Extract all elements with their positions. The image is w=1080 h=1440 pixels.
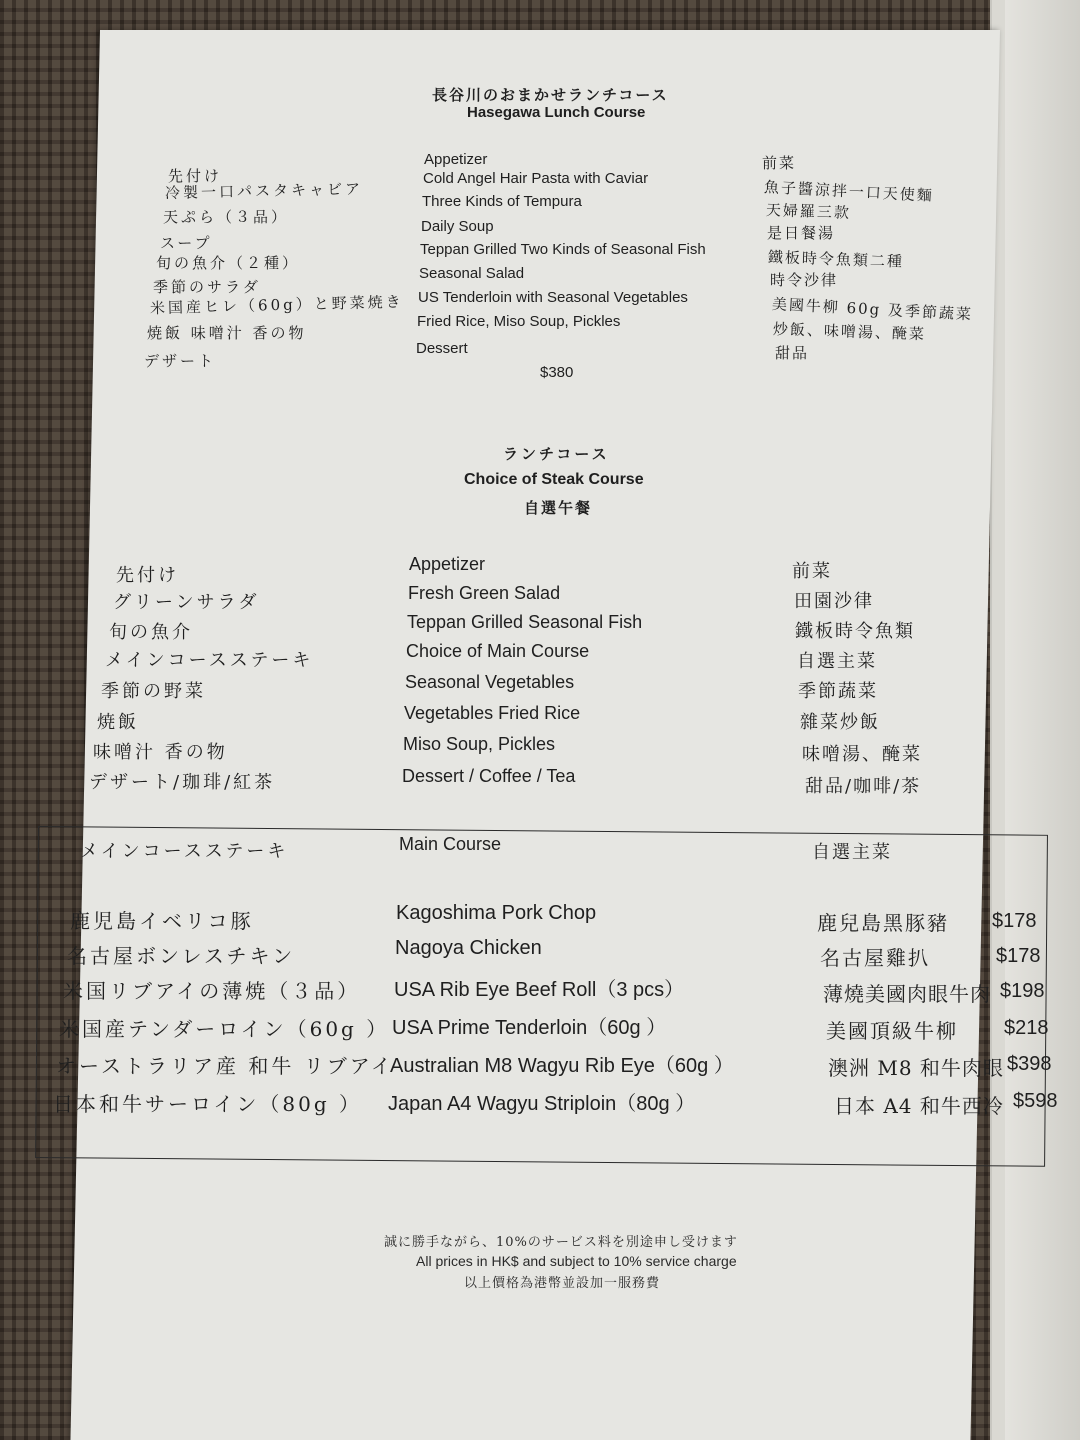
main-item-zh: 鹿兒島黑豚豬 xyxy=(817,911,949,935)
main-item-zh: 名古屋雞扒 xyxy=(820,946,930,970)
lunch-item-zh: 時令沙律 xyxy=(770,271,839,289)
main-item-price: $398 xyxy=(1007,1053,1052,1075)
lunch-item-en: Daily Soup xyxy=(421,218,494,235)
lunch-item-en: Teppan Grilled Two Kinds of Seasonal Fish xyxy=(420,241,706,258)
lunch-item-en: Three Kinds of Tempura xyxy=(422,193,582,210)
steak-item-jp: グリーンサラダ xyxy=(113,592,260,613)
steak-item-en: Miso Soup, Pickles xyxy=(403,734,556,754)
steak-course-title-zh: 自選午餐 xyxy=(524,499,593,517)
main-item-zh: 美國頂級牛柳 xyxy=(826,1019,958,1043)
steak-item-jp: 季節の野菜 xyxy=(101,681,206,702)
lunch-course-title-jp: 長谷川のおまかせランチコース xyxy=(432,86,669,104)
steak-item-zh: 味噌湯、醃菜 xyxy=(802,744,922,765)
main-item-en: USA Rib Eye Beef Roll（3 pcs） xyxy=(394,979,685,1001)
steak-item-jp: 先付け xyxy=(116,565,179,586)
steak-item-en: Seasonal Vegetables xyxy=(405,672,575,692)
footer-note-en: All prices in HK$ and subject to 10% service charge xyxy=(416,1253,737,1269)
main-course-header-en: Main Course xyxy=(399,834,502,854)
main-item-jp: 日本和牛サーロイン（80g ） xyxy=(53,1092,363,1116)
main-item-price: $198 xyxy=(1000,980,1045,1002)
lunch-item-zh: 魚子醬涼拌一口天使麵 xyxy=(763,178,935,205)
lunch-course-title-en: Hasegawa Lunch Course xyxy=(467,104,646,121)
steak-course-title-jp: ランチコース xyxy=(503,445,610,463)
main-course-header-jp: メインコースステーキ xyxy=(80,841,289,862)
main-item-zh: 薄燒美國肉眼牛肉 xyxy=(823,982,991,1006)
main-item-jp: 鹿児島イベリコ豚 xyxy=(70,909,254,933)
lunch-item-jp: 季節のサラダ xyxy=(153,278,261,296)
steak-item-en: Dessert / Coffee / Tea xyxy=(402,766,576,786)
steak-item-zh: 鐵板時令魚類 xyxy=(795,621,915,642)
main-item-jp: 米国産テンダーロイン（60g ） xyxy=(59,1017,390,1041)
lunch-item-jp: 旬の魚介（２種） xyxy=(156,254,301,272)
lunch-item-jp: 冷製一口パスタキャビア xyxy=(164,179,364,203)
lunch-item-en: Appetizer xyxy=(424,151,488,168)
steak-item-en: Appetizer xyxy=(409,554,486,574)
lunch-item-en: US Tenderloin with Seasonal Vegetables xyxy=(418,289,688,306)
steak-item-en: Teppan Grilled Seasonal Fish xyxy=(407,612,643,632)
main-item-price: $598 xyxy=(1013,1090,1058,1112)
steak-item-en: Choice of Main Course xyxy=(406,641,590,661)
lunch-item-zh: 美國牛柳 60g 及季節蔬菜 xyxy=(771,295,974,324)
main-item-zh: 日本 A4 和牛西冷 xyxy=(834,1094,1004,1118)
steak-item-zh: 季節蔬菜 xyxy=(798,681,878,702)
main-item-price: $218 xyxy=(1004,1017,1049,1039)
main-item-en: USA Prime Tenderloin（60g ） xyxy=(392,1017,667,1039)
lunch-item-en: Dessert xyxy=(416,340,468,357)
lunch-item-jp: 先付け xyxy=(168,167,223,185)
steak-item-zh: 雜菜炒飯 xyxy=(800,712,880,733)
lunch-item-en: Seasonal Salad xyxy=(419,265,525,282)
main-item-en: Nagoya Chicken xyxy=(395,937,542,959)
main-item-en: Kagoshima Pork Chop xyxy=(396,902,597,924)
main-item-en: Australian M8 Wagyu Rib Eye（60g ） xyxy=(390,1055,734,1077)
steak-item-en: Vegetables Fried Rice xyxy=(404,703,581,723)
steak-item-jp: メインコースステーキ xyxy=(105,650,314,671)
steak-item-jp: 焼飯 xyxy=(97,712,139,733)
footer-note-zh: 以上價格為港幣並設加一服務費 xyxy=(464,1276,661,1291)
lunch-item-zh: 鐵板時令魚類二種 xyxy=(767,248,905,271)
steak-item-en: Fresh Green Salad xyxy=(408,583,561,603)
lunch-item-en: Fried Rice, Miso Soup, Pickles xyxy=(417,313,621,330)
main-item-zh: 澳洲 M8 和牛肉眼 xyxy=(828,1056,1004,1080)
main-item-price: $178 xyxy=(992,910,1037,932)
lunch-item-zh: 炒飯、味噌湯、醃菜 xyxy=(772,320,927,344)
main-item-jp: 米国リブアイの薄焼（３品） xyxy=(63,979,361,1003)
main-item-jp: オーストラリア産 和牛 リブアイ xyxy=(56,1054,394,1078)
lunch-item-zh: 前菜 xyxy=(762,154,797,172)
lunch-item-zh: 甜品 xyxy=(775,344,810,362)
footer-note-jp: 誠に勝手ながら、10%のサービス料を別途申し受けます xyxy=(384,1235,738,1250)
lunch-item-jp: 天ぷら（３品） xyxy=(163,208,290,226)
steak-item-zh: 甜品/咖啡/茶 xyxy=(805,776,922,797)
lunch-item-jp: スープ xyxy=(160,234,213,252)
lunch-course-price: $380 xyxy=(540,364,574,381)
lunch-item-jp: デザート xyxy=(144,352,217,370)
main-item-price: $178 xyxy=(996,945,1041,967)
lunch-item-zh: 天婦羅三款 xyxy=(765,201,852,222)
lunch-item-en: Cold Angel Hair Pasta with Caviar xyxy=(423,170,649,187)
steak-course-title-en: Choice of Steak Course xyxy=(464,471,644,488)
steak-item-jp: 味噌汁 香の物 xyxy=(93,742,228,763)
steak-item-jp: 旬の魚介 xyxy=(109,622,193,643)
main-item-jp: 名古屋ボンレスチキン xyxy=(67,944,296,968)
lunch-item-jp: 焼飯 味噌汁 香の物 xyxy=(147,324,307,342)
steak-item-jp: デザート/珈琲/紅茶 xyxy=(89,772,276,793)
main-course-header-zh: 自選主菜 xyxy=(812,842,892,863)
steak-item-zh: 自選主菜 xyxy=(797,651,877,672)
main-item-en: Japan A4 Wagyu Striploin（80g ） xyxy=(388,1093,696,1115)
steak-item-zh: 前菜 xyxy=(792,561,832,582)
steak-item-zh: 田園沙律 xyxy=(794,591,874,612)
lunch-item-jp: 米国産ヒレ（60g）と野菜焼き xyxy=(149,292,404,318)
lunch-item-zh: 是日餐湯 xyxy=(767,224,836,242)
